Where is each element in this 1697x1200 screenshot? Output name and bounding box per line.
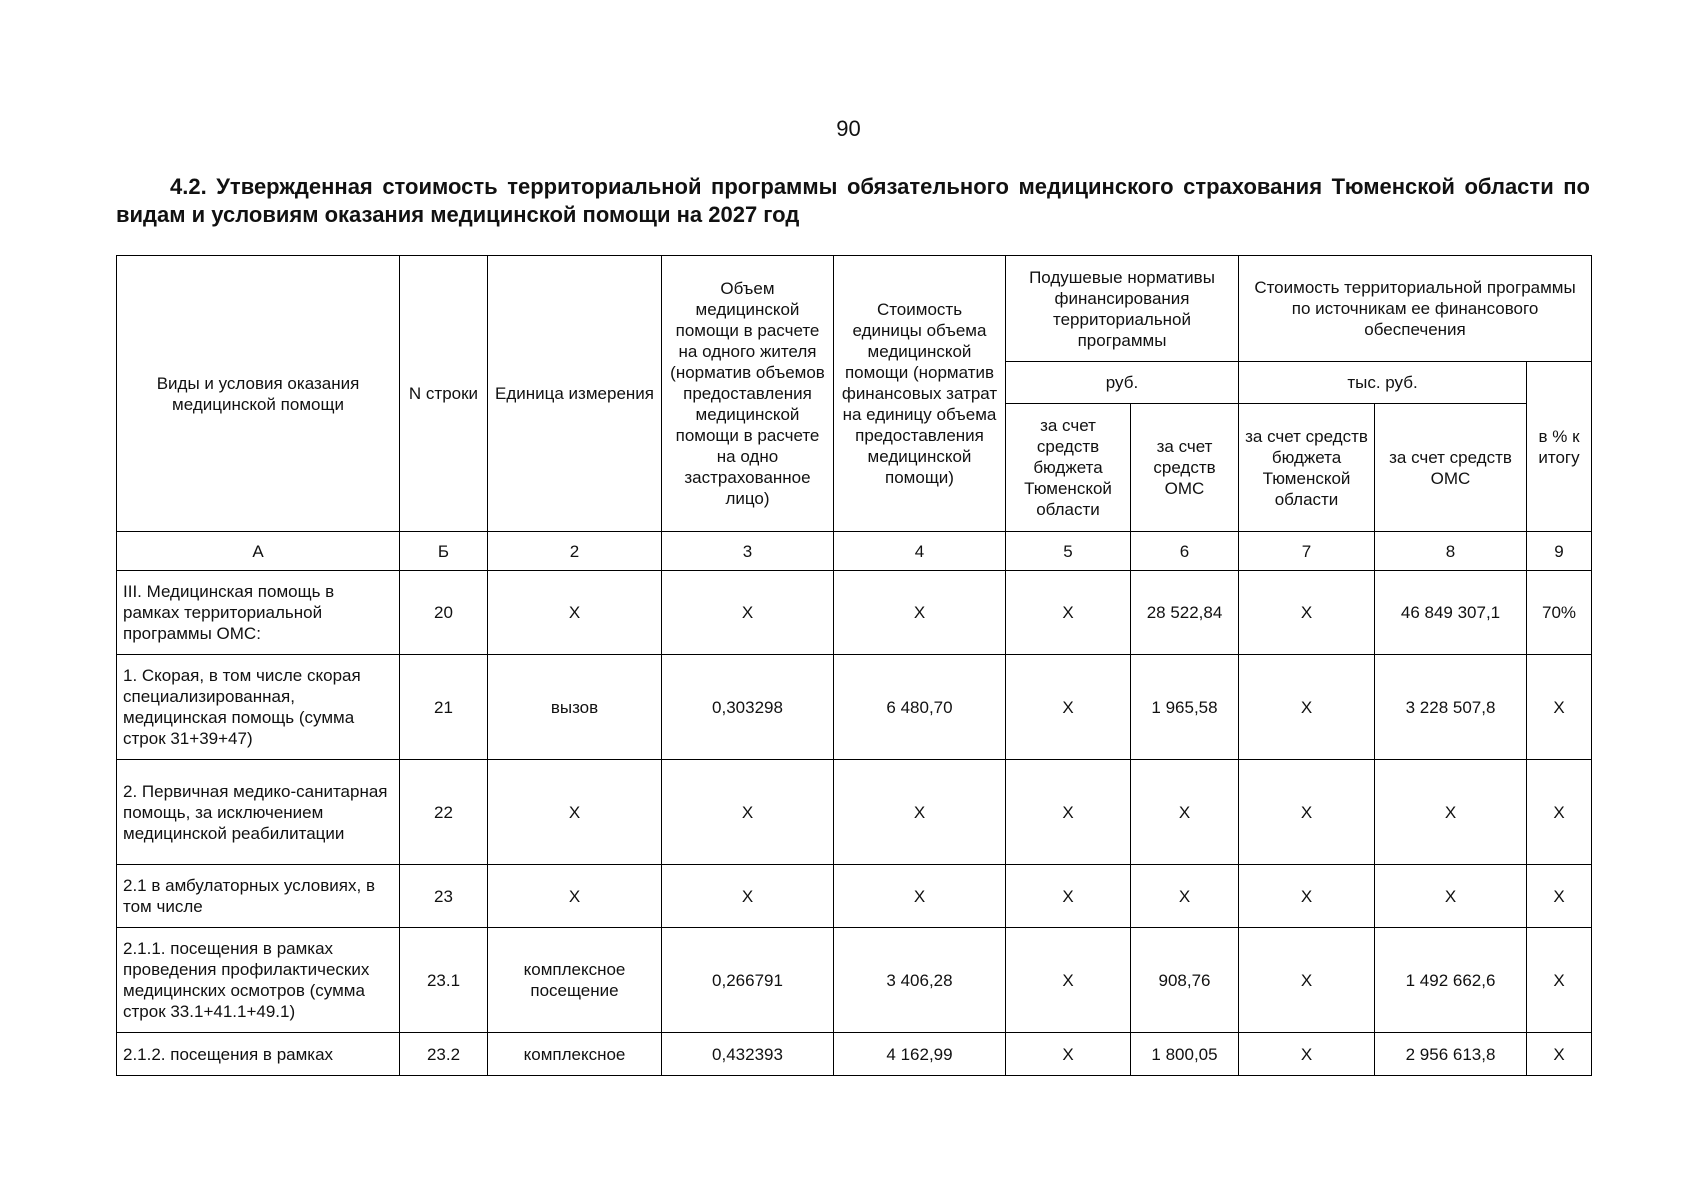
table-cell: Х [488,571,662,655]
table-cell: Х [1006,571,1131,655]
table-cell: Х [662,865,834,928]
table-cell: 23.2 [400,1033,488,1076]
table-cell: Х [1239,571,1375,655]
table-cell: 1 965,58 [1131,655,1239,760]
column-index: 8 [1375,532,1527,571]
column-index: А [117,532,400,571]
table-cell: Х [1006,655,1131,760]
table-row [117,865,1592,928]
table-cell: Х [1375,760,1527,865]
table-row [117,655,1592,760]
table-cell: Х [662,571,834,655]
table-body [117,571,1592,1076]
header-oms-cost: за счет средств ОМС [1375,404,1527,532]
header-percent: в % к итогу [1527,362,1592,532]
table-cell: Х [834,865,1006,928]
column-index: 4 [834,532,1006,571]
header-oms-per-capita: за счет средств ОМС [1131,404,1239,532]
column-index: 9 [1527,532,1592,571]
table-row [117,571,1592,655]
table-cell: 3 228 507,8 [1375,655,1527,760]
table-cell: вызов [488,655,662,760]
table-cell: 3 406,28 [834,928,1006,1033]
page-number: 90 [836,116,861,141]
table-cell: Х [1239,865,1375,928]
table-cell: 21 [400,655,488,760]
table-cell: 4 162,99 [834,1033,1006,1076]
row-label-cell: 2.1 в амбулаторных условиях, в том числе [117,865,400,928]
table-cell: 6 480,70 [834,655,1006,760]
table-cell: 23 [400,865,488,928]
header-per-capita-group: Подушевые нормативы финансирования территориальной программы [1006,256,1239,362]
table-cell: Х [1239,928,1375,1033]
column-index: Б [400,532,488,571]
table-cell: Х [488,760,662,865]
header-kind: Виды и условия оказания медицинской помощи [117,256,400,532]
column-index: 7 [1239,532,1375,571]
table-cell: 0,266791 [662,928,834,1033]
header-unit-rub: руб. [1006,362,1239,404]
row-label-cell: 1. Скорая, в том числе скорая специализированная, медицинская помощь (сумма строк 31+39+47) [117,655,400,760]
header-cost-group: Стоимость территориальной программы по источникам ее финансового обеспечения [1239,256,1592,362]
table-cell: Х [1527,760,1592,865]
table-cell: 1 492 662,6 [1375,928,1527,1033]
table-cell: 0,432393 [662,1033,834,1076]
table-cell: Х [1006,928,1131,1033]
header-budget-per-capita: за счет средств бюджета Тюменской области [1006,404,1131,532]
table-cell: Х [834,760,1006,865]
header-unit-cost: Стоимость единицы объема медицинской помощи (норматив финансовых затрат на единицу объема предоставления медицинской помощи) [834,256,1006,532]
table-cell: 70% [1527,571,1592,655]
table-cell: Х [1527,1033,1592,1076]
table-cell: 1 800,05 [1131,1033,1239,1076]
header-budget-cost: за счет средств бюджета Тюменской области [1239,404,1375,532]
row-label-cell: III. Медицинская помощь в рамках территориальной программы ОМС: [117,571,400,655]
header-row-number: N строки [400,256,488,532]
header-unit: Единица измерения [488,256,662,532]
table-cell: 20 [400,571,488,655]
table-cell: Х [1006,1033,1131,1076]
column-index-row [117,532,1592,571]
row-label-cell: 2.1.1. посещения в рамках проведения профилактических медицинских осмотров (сумма строк 33.1+41.1+49.1) [117,928,400,1033]
header-unit-thousand-rub: тыс. руб. [1239,362,1527,404]
table-cell: 22 [400,760,488,865]
table-row [117,760,1592,865]
table-cell: Х [1239,655,1375,760]
table-cell: 908,76 [1131,928,1239,1033]
table-cell: комплексное посещение [488,928,662,1033]
table-cell: Х [662,760,834,865]
row-label-cell: 2. Первичная медико-санитарная помощь, за исключением медицинской реабилитации [117,760,400,865]
column-index: 5 [1006,532,1131,571]
table-cell: 46 849 307,1 [1375,571,1527,655]
table-cell: 0,303298 [662,655,834,760]
column-index: 6 [1131,532,1239,571]
table-cell: Х [1239,760,1375,865]
table-cell: Х [1006,760,1131,865]
table-row [117,1033,1592,1076]
table-cell: Х [834,571,1006,655]
column-index: 2 [488,532,662,571]
header-volume: Объем медицинской помощи в расчете на одного жителя (норматив объемов предоставления медицинской помощи в расчете на одно застрахованное лицо) [662,256,834,532]
table-row [117,928,1592,1033]
row-label-cell: 2.1.2. посещения в рамках [117,1033,400,1076]
table-cell: Х [1527,655,1592,760]
table-cell: Х [1131,865,1239,928]
table-cell: Х [1131,760,1239,865]
table-cell: комплексное [488,1033,662,1076]
table-cell: Х [1006,865,1131,928]
table-cell: Х [1239,1033,1375,1076]
column-index: 3 [662,532,834,571]
table-cell: Х [1375,865,1527,928]
table-cell: Х [488,865,662,928]
table-cell: 23.1 [400,928,488,1033]
table-cell: Х [1527,865,1592,928]
table-cell: 28 522,84 [1131,571,1239,655]
table-cell: Х [1527,928,1592,1033]
table-cell: 2 956 613,8 [1375,1033,1527,1076]
cost-table [116,255,1592,1076]
document-title: 4.2. Утвержденная стоимость территориальной программы обязательного медицинского страхования Тюменской области по видам и условиям оказания медицинской помощи на 2027 год [116,174,1590,227]
